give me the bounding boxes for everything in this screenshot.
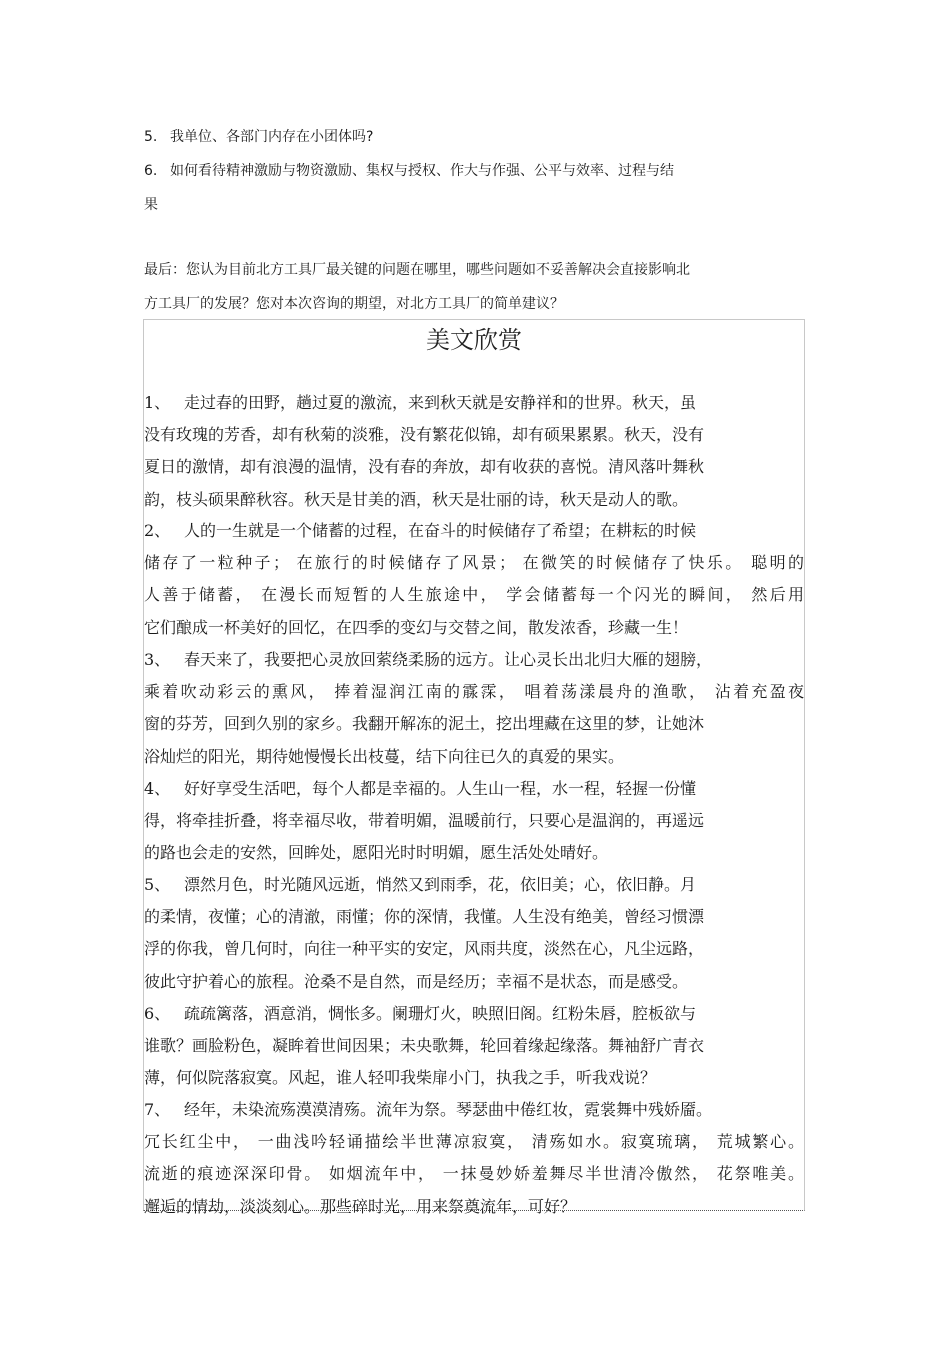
paragraph-number: 5、	[144, 875, 171, 894]
paragraph-line: 它们酿成一杯美好的回忆，在四季的变幻与交替之间，散发浓香，珍藏一生！	[144, 617, 689, 637]
paragraph-line: 的路也会走的安然，回眸处，愿阳光时时明媚，愿生活处处晴好。	[144, 843, 609, 863]
paragraph-number: 7、	[144, 1100, 171, 1119]
paragraph-number: 4、	[144, 779, 171, 798]
question-6-continuation: 果	[144, 197, 158, 213]
paragraph-number: 2、	[144, 521, 171, 540]
paragraph-line: 乘着吹动彩云的熏风， 捧着湿润江南的霡霂， 唱着荡漾晨舟的渔歌， 沾着充盈夜	[144, 682, 804, 702]
paragraph-line: 人的一生就是一个储蓄的过程，在奋斗的时候储存了希望；在耕耘的时候	[184, 521, 697, 540]
paragraph-number: 3、	[144, 650, 171, 669]
paragraph-line: 走过春的田野，趟过夏的激流，来到秋天就是安静祥和的世界。秋天，虽	[184, 393, 697, 412]
paragraph-line: 漂然月色，时光随风远逝，悄然又到雨季，花，依旧美；心，依旧静。月	[184, 875, 697, 894]
paragraph-line: 没有玫瑰的芳香，却有秋菊的淡雅，没有繁花似锦，却有硕果累累。秋天，没有	[144, 425, 705, 445]
paragraph-line: 薄，何似院落寂寞。风起，谁人轻叩我柴扉小门，执我之手，听我戏说？	[144, 1068, 657, 1088]
paragraph-line: 人善于储蓄， 在漫长而短暂的人生旅途中， 学会储蓄每一个闪光的瞬间， 然后用	[144, 585, 804, 605]
paragraph-line: 的柔情，夜懂；心的清澈，雨懂；你的深情，我懂。人生没有绝美，曾经习惯漂	[144, 907, 705, 927]
paragraph-line: 疏疏篱落，酒意消，惆怅多。阑珊灯火，映照旧阁。红粉朱唇，腔板欲与	[184, 1004, 697, 1023]
paragraph-line: 夏日的激情，却有浪漫的温情，没有春的奔放，却有收获的喜悦。清风落叶舞秋	[144, 457, 705, 477]
paragraph-line: 韵，枝头硕果醉秋容。秋天是甘美的酒，秋天是壮丽的诗，秋天是动人的歌。	[144, 489, 689, 509]
paragraph-line: 经年，未染流殇漠漠清殇。流年为祭。琴瑟曲中倦红妆，霓裳舞中残娇靥。	[184, 1100, 713, 1119]
essay-paragraph-2	[144, 515, 804, 644]
question-6-number: 6.	[144, 163, 158, 179]
essay-box	[143, 319, 805, 1216]
essay-paragraph-1	[144, 387, 804, 516]
paragraph-line: 冗长红尘中， 一曲浅吟轻诵描绘半世薄凉寂寞， 清殇如水。寂寞琉璃， 荒城繁心。	[144, 1132, 804, 1152]
paragraph-number: 6、	[144, 1004, 171, 1023]
paragraph-line: 储存了一粒种子； 在旅行的时候储存了风景； 在微笑的时候储存了快乐。 聪明的	[144, 553, 804, 573]
question-5-text: 我单位、各部门内存在小团体吗?	[170, 129, 374, 145]
paragraph-line: 浴灿烂的阳光，期待她慢慢长出枝蔓，结下向往已久的真爱的果实。	[144, 746, 625, 766]
paragraph-line: 春天来了，我要把心灵放回萦绕柔肠的远方。让心灵长出北归大雁的翅膀，	[184, 650, 713, 669]
question-6	[144, 161, 674, 181]
paragraph-line: 邂逅的情劫，淡淡刻心。那些碎时光，用来祭奠流年，可好？	[144, 1196, 577, 1216]
paragraph-line: 谁歌？画脸粉色，凝眸着世间因果；未央歌舞，轮回着缘起缘落。舞袖舒广青衣	[144, 1036, 705, 1056]
question-6-text: 如何看待精神激励与物资激励、集权与授权、作大与作强、公平与效率、过程与结	[170, 163, 674, 179]
paragraph-line: 浮的你我，曾几何时，向往一种平实的安定，风雨共度，淡然在心，凡尘远路，	[144, 939, 705, 959]
paragraph-line: 窗的芬芳，回到久别的家乡。我翻开解冻的泥土，挖出埋藏在这里的梦，让她沐	[144, 714, 705, 734]
essay-paragraph-7	[144, 1094, 804, 1223]
essay-paragraph-5	[144, 869, 804, 998]
final-question-line-2: 方工具厂的发展？您对本次咨询的期望，对北方工具厂的简单建议？	[144, 296, 564, 312]
essay-paragraph-4	[144, 773, 804, 870]
paragraph-line: 得，将牵挂折叠，将幸福尽收，带着明媚，温暖前行，只要心是温润的，再遥远	[144, 811, 705, 831]
final-question-line-1: 最后：您认为目前北方工具厂最关键的问题在哪里，哪些问题如不妥善解决会直接影响北	[144, 262, 690, 278]
paragraph-number: 1、	[144, 393, 171, 412]
question-5	[144, 127, 373, 147]
question-5-number: 5.	[144, 129, 158, 145]
essay-paragraph-6	[144, 998, 804, 1095]
essay-title: 美文欣赏	[426, 326, 522, 354]
paragraph-line: 流逝的痕迹深深印骨。 如烟流年中， 一抹曼妙娇羞舞尽半世清冷傲然， 花祭唯美。	[144, 1164, 804, 1184]
paragraph-line: 好好享受生活吧，每个人都是幸福的。人生山一程，水一程，轻握一份懂	[184, 779, 697, 798]
essay-paragraph-3	[144, 644, 804, 773]
paragraph-line: 彼此守护着心的旅程。沧桑不是自然，而是经历；幸福不是状态，而是感受。	[144, 971, 689, 991]
